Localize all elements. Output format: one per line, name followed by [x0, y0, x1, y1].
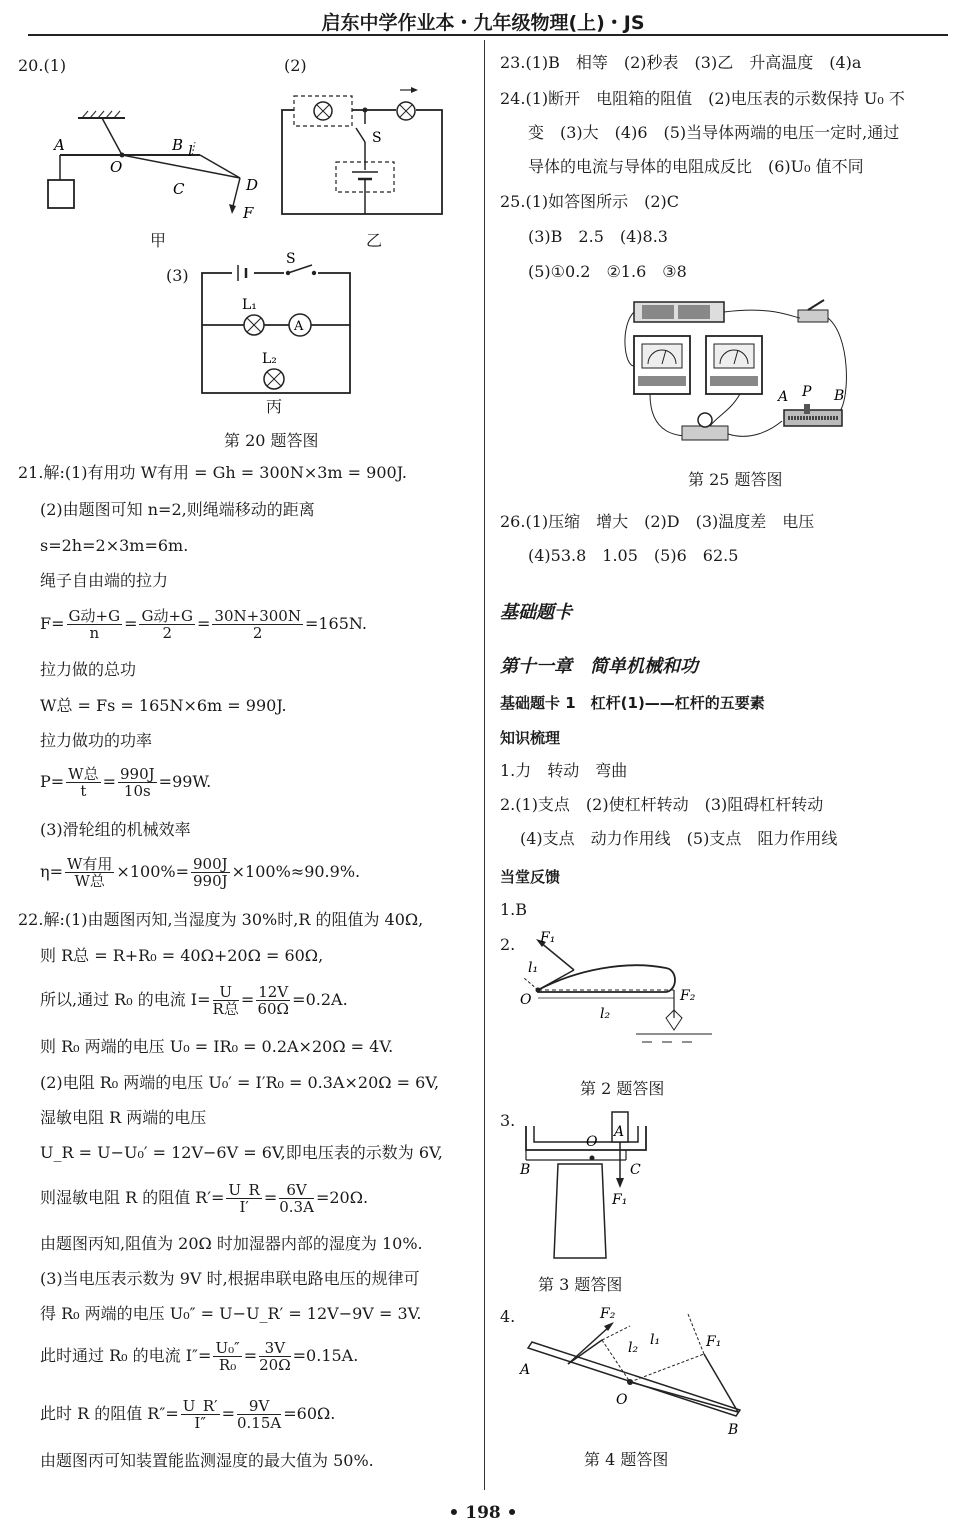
q20-figure-yi [280, 84, 450, 224]
q25-label-b: B [834, 388, 845, 404]
q22-line5: (2)电阻 R₀ 两端的电压 U₀′ = I′R₀ = 0.3A×20Ω = 6V, [40, 1073, 440, 1092]
header-title: 启东中学作业本・九年级物理(上)・JS [321, 12, 645, 34]
q25-line3: (5)①0.2 ②1.6 ③8 [528, 262, 687, 281]
q22-line13: 此时 R 的阻值 R″= $\frac{U\_R'}{I''}$ = $\frac{9V}{0.15A}$ =60Ω. [40, 1397, 336, 1432]
q22-line11: 得 R₀ 两端的电压 U₀″ = U−U_R′ = 12V−9V = 3V. [40, 1304, 422, 1323]
fig3-label-b: B [520, 1162, 531, 1178]
q21-line8: 拉力做功的功率 [40, 731, 153, 750]
chapter-title: 第十一章 简单机械和功 [500, 656, 698, 677]
yi-label-s: S [372, 130, 382, 146]
q21-line10: (3)滑轮组的机械效率 [40, 820, 191, 839]
knowledge-1: 1.力 转动 弯曲 [500, 761, 628, 780]
q25-figure [620, 296, 860, 456]
jia-label-c: C [173, 180, 185, 198]
fig4-label-l1: l₁ [650, 1332, 661, 1348]
fig2-label-l1: l₁ [528, 960, 539, 976]
page-number: • 198 • [448, 1503, 518, 1523]
fig2-label-f1: F₁ [540, 930, 556, 946]
q20-jia-label: 甲 [150, 231, 167, 250]
card-title: 基础题卡 1 杠杆(1)——杠杆的五要素 [500, 694, 765, 712]
header-rule [28, 34, 948, 36]
feedback-4-number: 4. [500, 1307, 516, 1326]
fig3-label-o: O [586, 1134, 598, 1150]
fig4-label-f2: F₂ [600, 1306, 616, 1322]
q20-part2: (2) [284, 56, 307, 75]
fig2-label-f2: F₂ [680, 988, 696, 1004]
feedback-3-number: 3. [500, 1111, 516, 1130]
fig3-caption: 第 3 题答图 [538, 1275, 623, 1294]
q21-line4: 绳子自由端的拉力 [40, 571, 169, 590]
q21-line3: s=2h=2×3m=6m. [40, 536, 189, 555]
q22-line8: 则湿敏电阻 R 的阻值 R′= $\frac{U\_R}{I'}$ = $\frac{6V}{0.3A}$ =20Ω. [40, 1181, 369, 1216]
q22-line4: 则 R₀ 两端的电压 U₀ = IR₀ = 0.2A×20Ω = 4V. [40, 1037, 394, 1056]
q20-caption: 第 20 题答图 [224, 431, 319, 450]
q26-line1: 26.(1)压缩 增大 (2)D (3)温度差 电压 [500, 512, 815, 531]
fig4-label-a: A [520, 1362, 531, 1378]
fig4-caption: 第 4 题答图 [584, 1450, 669, 1469]
knowledge-heading: 知识梳理 [500, 729, 561, 747]
jia-label-l: l [188, 142, 193, 160]
q21-line11: η= $\frac{\text{W有用}}{\text{W总}}$ ×100%= $\frac{900J}{990J}$ ×100%≈90.9%. [40, 855, 361, 890]
feedback-heading: 当堂反馈 [500, 868, 561, 886]
feedback-3-figure [516, 1108, 666, 1268]
q22-line12: 此时通过 R₀ 的电流 I″= $\frac{\text{U₀″}}{\text{R₀}}$ = $\frac{3V}{20\Omega}$ =0.15A. [40, 1339, 359, 1374]
bing-label-l1: L₁ [242, 297, 257, 313]
fig4-label-f1: F₁ [706, 1334, 722, 1350]
q25-caption: 第 25 题答图 [688, 470, 783, 489]
q20-bing-label: 丙 [266, 397, 283, 416]
q25-line2: (3)B 2.5 (4)8.3 [528, 227, 668, 246]
feedback-2-figure [516, 930, 726, 1060]
q20-figure-bing [198, 251, 358, 405]
q25-line1: 25.(1)如答图所示 (2)C [500, 192, 680, 211]
q20-part3: (3) [166, 266, 189, 285]
q22-line2: 则 R总 = R+R₀ = 40Ω+20Ω = 60Ω, [40, 946, 324, 965]
q20-number: 20.(1) [18, 56, 67, 75]
q22-line3: 所以,通过 R₀ 的电流 I= $\frac{U}{\text{R总}}$ = $\frac{12V}{60\Omega}$ =0.2A. [40, 983, 348, 1018]
q21-line2: (2)由题图可知 n=2,则绳端移动的距离 [40, 500, 315, 519]
fig3-label-a: A [614, 1124, 625, 1140]
jia-label-f: F [243, 204, 254, 222]
fig2-label-o: O [520, 992, 532, 1008]
q25-label-a: A [778, 389, 789, 405]
bing-label-s: S [286, 251, 296, 267]
feedback-4-figure [518, 1300, 758, 1445]
jia-label-a: A [54, 136, 65, 154]
q22-line14: 由题图丙可知装置能监测湿度的最大值为 50%. [40, 1451, 374, 1470]
fig4-label-o: O [616, 1392, 628, 1408]
jia-label-b: B [172, 136, 184, 154]
q22-line6: 湿敏电阻 R 两端的电压 [40, 1108, 207, 1127]
section-title: 基础题卡 [500, 602, 572, 623]
q21-line6: 拉力做的总功 [40, 660, 137, 679]
bing-ammeter: A [294, 319, 304, 334]
q24-line2: 变 (3)大 (4)6 (5)当导体两端的电压一定时,通过 [528, 123, 900, 142]
q24-line1: 24.(1)断开 电阻箱的阻值 (2)电压表的示数保持 U₀ 不 [500, 89, 905, 108]
q22-line1: 22.解:(1)由题图丙知,当湿度为 30%时,R 的阻值为 40Ω, [18, 910, 424, 929]
q21-line1: 21.解:(1)有用功 W有用 = Gh = 300N×3m = 900J. [18, 463, 407, 482]
fig2-label-l2: l₂ [600, 1006, 611, 1022]
fig4-label-b: B [728, 1422, 739, 1438]
q25-label-p: P [802, 384, 812, 400]
q21-line9: P= $\frac{\text{W总}}{t}$ = $\frac{990J}{10s}$ =99W. [40, 765, 212, 800]
q24-line3: 导体的电流与导体的电阻成反比 (6)U₀ 值不同 [528, 157, 864, 176]
feedback-1: 1.B [500, 900, 528, 919]
q20-yi-label: 乙 [366, 231, 383, 250]
jia-label-o: O [110, 158, 123, 176]
q22-line10: (3)当电压表示数为 9V 时,根据串联电路电压的规律可 [40, 1269, 420, 1288]
knowledge-2: 2.(1)支点 (2)使杠杆转动 (3)阻碍杠杆转动 [500, 795, 824, 814]
page-header [0, 0, 966, 38]
bing-label-l2: L₂ [262, 351, 277, 367]
column-divider [484, 40, 485, 1490]
knowledge-3: (4)支点 动力作用线 (5)支点 阻力作用线 [520, 829, 838, 848]
q21-line7: W总 = Fs = 165N×6m = 990J. [40, 696, 287, 715]
fig2-caption: 第 2 题答图 [580, 1079, 665, 1098]
jia-label-d: D [246, 176, 259, 194]
q22-line7: U_R = U−U₀′ = 12V−6V = 6V,即电压表的示数为 6V, [40, 1143, 443, 1162]
fig3-label-f1: F₁ [612, 1192, 628, 1208]
q23-line1: 23.(1)B 相等 (2)秒表 (3)乙 升高温度 (4)a [500, 53, 862, 72]
q22-line9: 由题图丙知,阻值为 20Ω 时加湿器内部的湿度为 10%. [40, 1234, 423, 1253]
feedback-2-number: 2. [500, 935, 516, 954]
q21-line5: F= $\frac{\text{G动+G}}{n}$ = $\frac{\text{G动+G}}{2}$ = $\frac{30N+300N}{2}$ =165N. [40, 607, 367, 642]
q26-line2: (4)53.8 1.05 (5)6 62.5 [528, 546, 739, 565]
fig4-label-l2: l₂ [628, 1340, 639, 1356]
fig3-label-c: C [630, 1162, 641, 1178]
